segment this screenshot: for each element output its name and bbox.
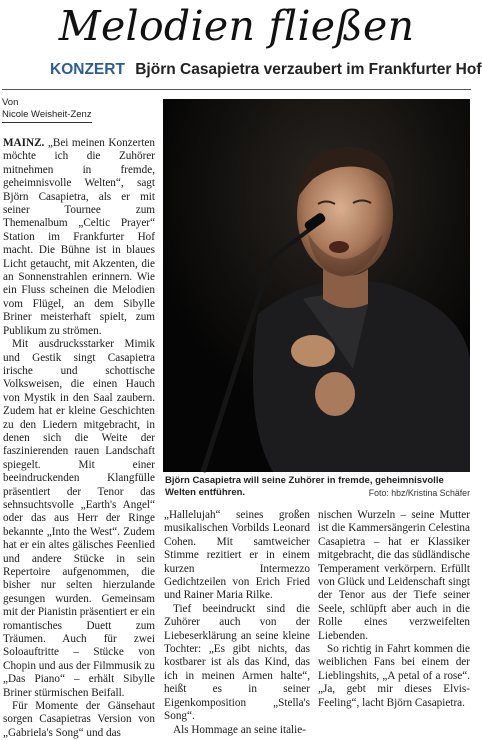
- photo-credit: Foto: hbz/Kristina Schäfer: [368, 488, 470, 498]
- singer-photo-image: [163, 99, 470, 472]
- article-column-2: [164, 509, 310, 736]
- byline-author: Nicole Weisheit-Zenz: [2, 109, 92, 123]
- caption-text: Björn Casapietra will seine Zuhörer in fremde, geheimnisvolle Welten entführen.: [165, 475, 444, 498]
- concert-photo: [163, 99, 470, 472]
- byline-label: Von: [2, 97, 19, 108]
- kicker: KONZERT: [50, 61, 125, 78]
- header-rule: [2, 89, 471, 90]
- paragraph: Mit ausdrucksstarker Mimik und Gestik singt Casapietra irische und schottische Volksweisen, die einen Hauch von Mystik in den Saal zaubern. Zudem hat er kleine Geschichten zu den Liedern mitgebracht, in denen sich die Weite der faszinierenden rauen Landschaft spiegelt. Mit einer beeindruckenden Klangfülle präsentiert der Tenor das sehnsuchtsvolle „Earth's Angel“ oder das aus Herr der Ringe bekannte „Into the West“. Zudem hat er ein altes gälisches Feenlied und andere Stücke in sein Repertoire aufgenommen, die bisher nur selten hierzulande gesungen wurden. Gemeinsam mit der Pianistin präsentiert er ein romantisches Duett zum Träumen. Auch für zwei Soloauftritte – Stücke von Chopin und aus der Filmmusik zu „Das Piano“ – erhält Sibylle Briner stürmischen Beifall.: [3, 338, 155, 699]
- paragraph: Tief beeindruckt sind die Zuhörer auch von der Liebeserklärung an seine kleine Tochter: „Es gibt nichts, das kostbarer ist als das Kind, das ich in meinen Armen halte“, heißt es in seiner Eigenkomposition „Stella's Song“.: [164, 602, 310, 723]
- subtitle: Björn Casapietra verzaubert im Frankfurter Hof: [135, 61, 482, 78]
- dateline: MAINZ.: [3, 137, 45, 149]
- paragraph: Für Momente der Gänsehaut sorgen Casapietras Version von „Gabriela's Song“ und das: [3, 700, 155, 739]
- headline: Melodien fließen: [58, 2, 415, 50]
- article-column-3: [318, 509, 470, 715]
- paragraph: Als Hommage an seine italie-: [173, 723, 306, 736]
- paragraph: nischen Wurzeln – seine Mutter ist die Kammersängerin Celestina Casapietra – hat er Klassiker mitgebracht, die das südländische Temperament verkörpern. Erfüllt von Glück und Leidenschaft singt der Tenor aus der Tiefe seiner Seele, schlüpft aber auch in die Rolle eines verzweifelten Liebenden.: [318, 509, 470, 642]
- byline: [2, 97, 152, 123]
- paragraph-text: „Bei meinen Konzerten möchte ich die Zuhörer mitnehmen in fremde, geheimnisvolle Welten“, sagt Björn Casapietra, als er mit seiner Tournee zum Themenalbum „Celtic Prayer“ Station im Frankfurter Hof macht. Die Bühne ist in blaues Licht getaucht, mit Akzenten, die an Sonnenstrahlen erinnern. Wie ein Fluss scheinen die Melodien vom Flügel, an dem Sibylle Briner meisterhaft spielt, zum Publikum zu strömen.: [3, 137, 155, 337]
- article-column-1: [3, 137, 155, 739]
- subline: [50, 60, 482, 80]
- paragraph: [3, 137, 155, 338]
- paragraph: So richtig in Fahrt kommen die weiblichen Fans bei einem der Lieblingshits, „A petal of a rose“. „Ja, gebt mir dieses Elvis-Feeling“, lacht Björn Casapietra.: [318, 643, 470, 709]
- paragraph: „Hallelujah“ seines großen musikalischen Vorbilds Leonard Cohen. Mit samtweicher Stimme rezitiert er in einem kurzen Intermezzo Gedichtzeilen von Erich Fried und Rainer Maria Rilke.: [164, 509, 310, 602]
